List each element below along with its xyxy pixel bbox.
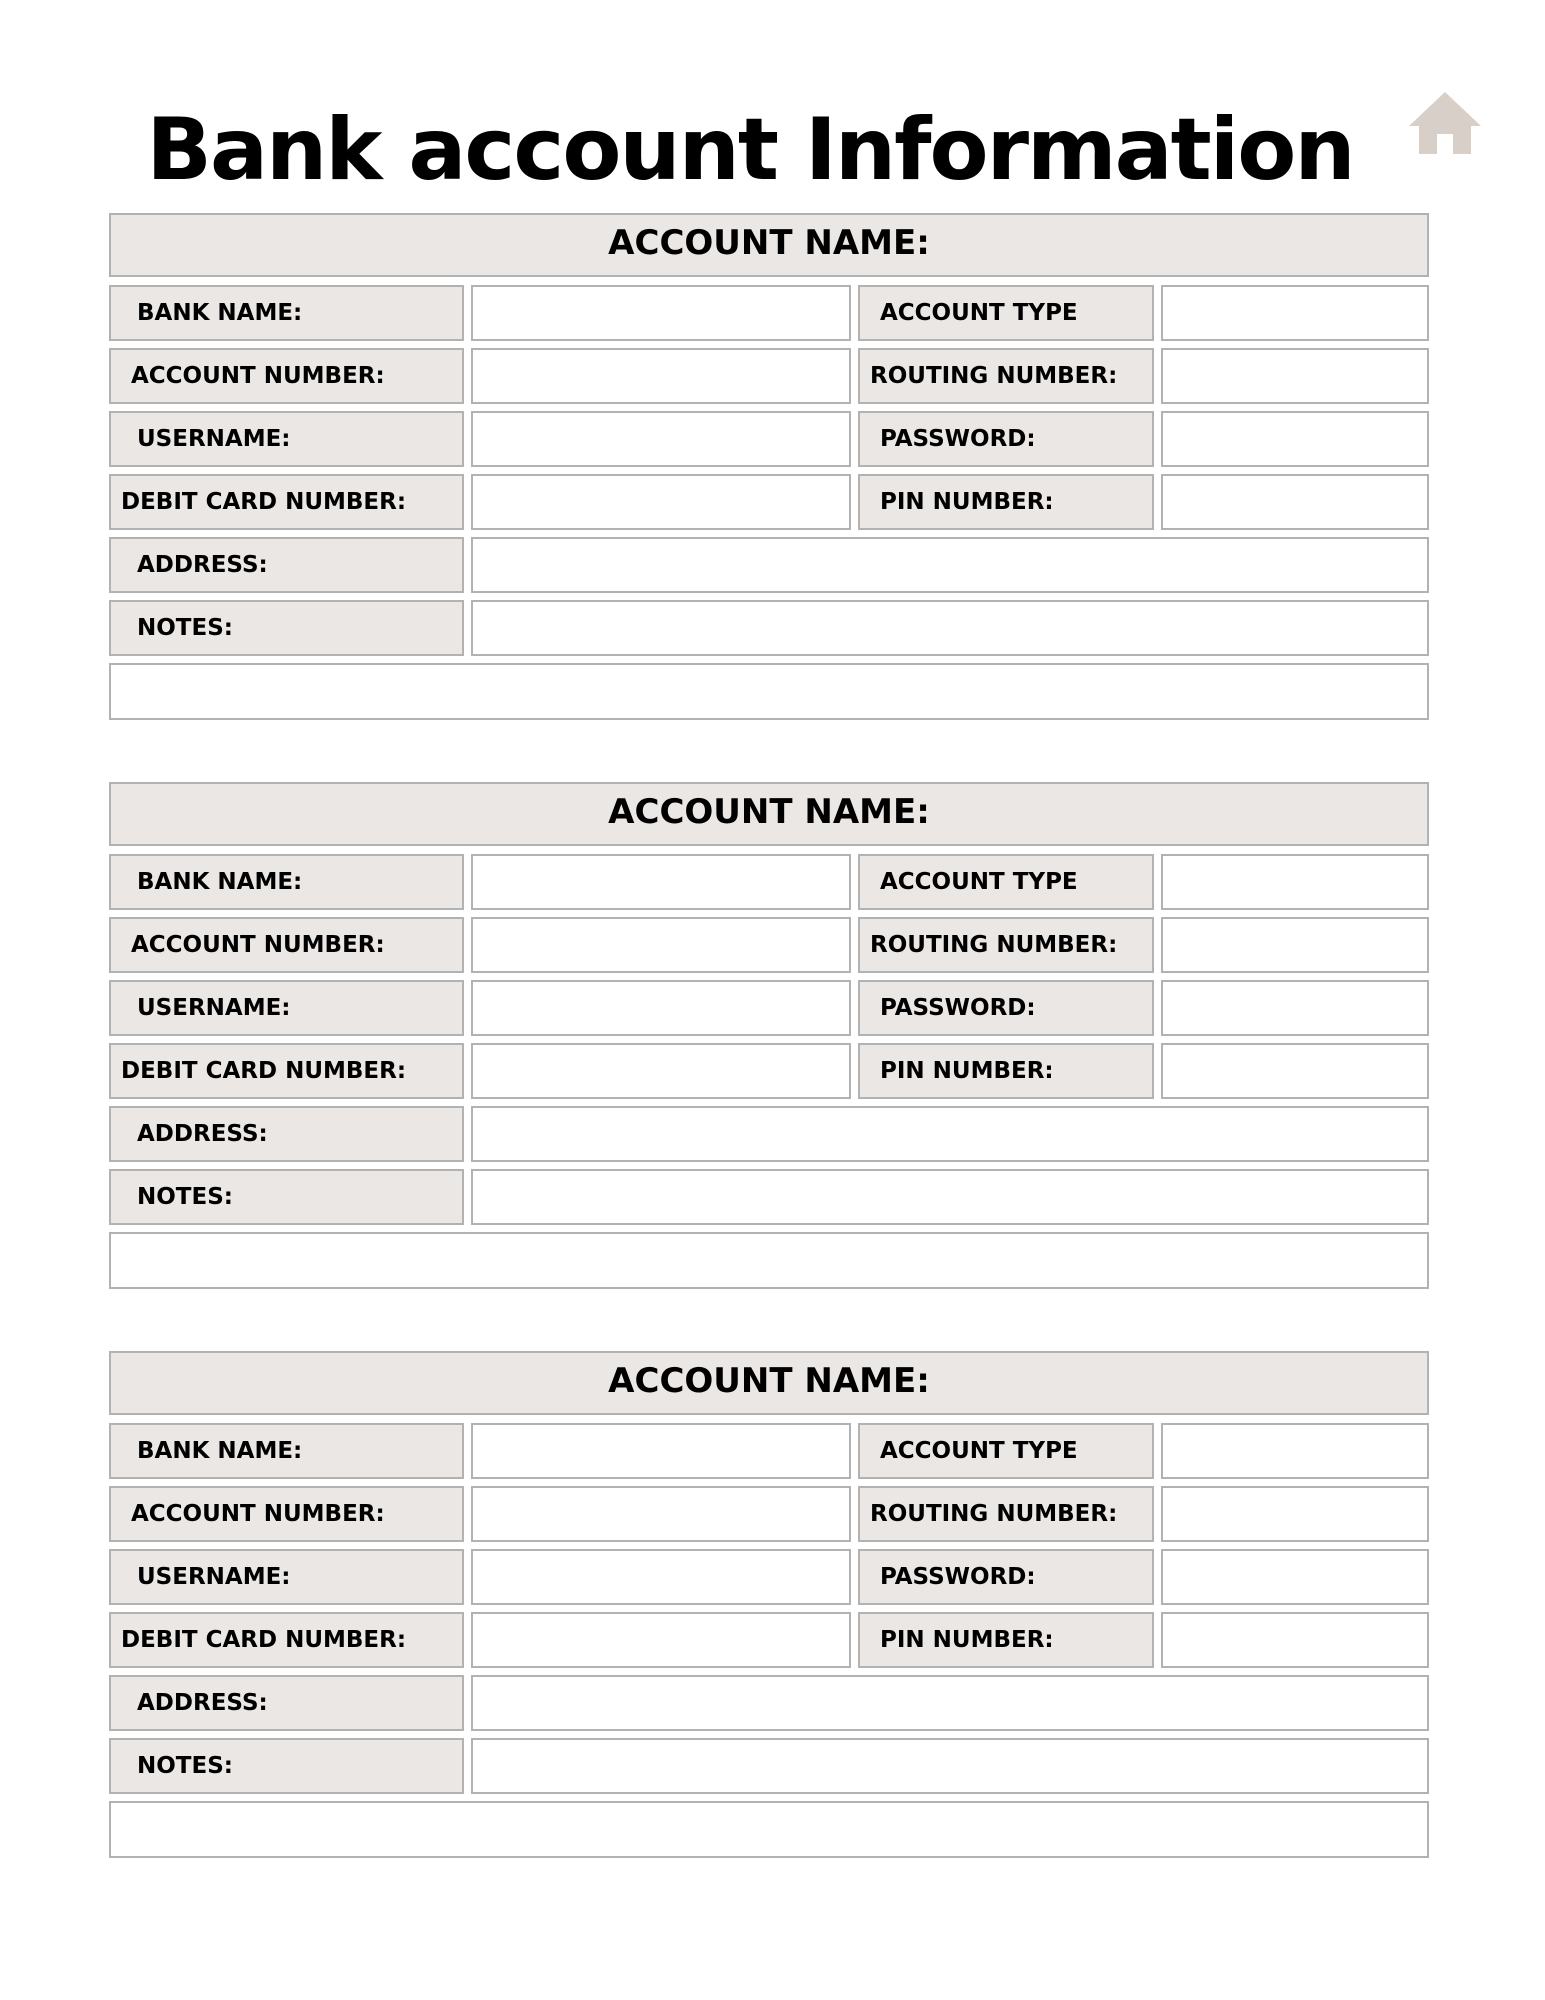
account-type-label: ACCOUNT TYPE (858, 285, 1154, 341)
pin-number-label: PIN NUMBER: (858, 1612, 1154, 1668)
password-label: PASSWORD: (858, 1549, 1154, 1605)
account-type-field[interactable] (1161, 1423, 1429, 1479)
debit-card-number-field[interactable] (471, 1612, 851, 1668)
username-label: USERNAME: (109, 1549, 464, 1605)
debit-card-number-label: DEBIT CARD NUMBER: (109, 1612, 464, 1668)
address-field[interactable] (471, 1675, 1429, 1731)
pin-number-field[interactable] (1161, 1612, 1429, 1668)
username-field[interactable] (471, 411, 851, 467)
routing-number-field[interactable] (1161, 917, 1429, 973)
notes-extra-field[interactable] (109, 663, 1429, 720)
notes-field[interactable] (471, 600, 1429, 656)
account-number-field[interactable] (471, 348, 851, 404)
pin-number-label: PIN NUMBER: (858, 1043, 1154, 1099)
bank-name-label: BANK NAME: (109, 854, 464, 910)
username-label: USERNAME: (109, 411, 464, 467)
account-number-label: ACCOUNT NUMBER: (109, 1486, 464, 1542)
account-name-header: ACCOUNT NAME: (109, 1351, 1429, 1415)
page-title: Bank account Information (146, 100, 1354, 200)
routing-number-label: ROUTING NUMBER: (858, 917, 1154, 973)
password-label: PASSWORD: (858, 411, 1154, 467)
address-label: ADDRESS: (109, 537, 464, 593)
bank-name-field[interactable] (471, 1423, 851, 1479)
notes-extra-field[interactable] (109, 1232, 1429, 1289)
account-section-3 (109, 1351, 1429, 1859)
bank-name-label: BANK NAME: (109, 285, 464, 341)
bank-name-label: BANK NAME: (109, 1423, 464, 1479)
username-field[interactable] (471, 980, 851, 1036)
account-type-field[interactable] (1161, 854, 1429, 910)
routing-number-label: ROUTING NUMBER: (858, 1486, 1154, 1542)
account-section-1 (109, 213, 1429, 721)
routing-number-field[interactable] (1161, 1486, 1429, 1542)
notes-label: NOTES: (109, 1169, 464, 1225)
pin-number-label: PIN NUMBER: (858, 474, 1154, 530)
account-number-field[interactable] (471, 917, 851, 973)
address-field[interactable] (471, 537, 1429, 593)
password-field[interactable] (1161, 411, 1429, 467)
bank-name-field[interactable] (471, 854, 851, 910)
account-name-header: ACCOUNT NAME: (109, 782, 1429, 846)
address-label: ADDRESS: (109, 1106, 464, 1162)
account-name-header: ACCOUNT NAME: (109, 213, 1429, 277)
debit-card-number-label: DEBIT CARD NUMBER: (109, 474, 464, 530)
account-type-field[interactable] (1161, 285, 1429, 341)
account-section-2 (109, 782, 1429, 1290)
address-label: ADDRESS: (109, 1675, 464, 1731)
routing-number-field[interactable] (1161, 348, 1429, 404)
debit-card-number-label: DEBIT CARD NUMBER: (109, 1043, 464, 1099)
notes-label: NOTES: (109, 600, 464, 656)
account-number-label: ACCOUNT NUMBER: (109, 917, 464, 973)
routing-number-label: ROUTING NUMBER: (858, 348, 1154, 404)
account-type-label: ACCOUNT TYPE (858, 1423, 1154, 1479)
username-field[interactable] (471, 1549, 851, 1605)
notes-extra-field[interactable] (109, 1801, 1429, 1858)
notes-label: NOTES: (109, 1738, 464, 1794)
username-label: USERNAME: (109, 980, 464, 1036)
account-type-label: ACCOUNT TYPE (858, 854, 1154, 910)
password-field[interactable] (1161, 980, 1429, 1036)
notes-field[interactable] (471, 1738, 1429, 1794)
address-field[interactable] (471, 1106, 1429, 1162)
notes-field[interactable] (471, 1169, 1429, 1225)
password-label: PASSWORD: (858, 980, 1154, 1036)
password-field[interactable] (1161, 1549, 1429, 1605)
pin-number-field[interactable] (1161, 1043, 1429, 1099)
pin-number-field[interactable] (1161, 474, 1429, 530)
debit-card-number-field[interactable] (471, 474, 851, 530)
account-number-field[interactable] (471, 1486, 851, 1542)
home-icon[interactable] (1407, 88, 1483, 158)
account-number-label: ACCOUNT NUMBER: (109, 348, 464, 404)
debit-card-number-field[interactable] (471, 1043, 851, 1099)
bank-name-field[interactable] (471, 285, 851, 341)
